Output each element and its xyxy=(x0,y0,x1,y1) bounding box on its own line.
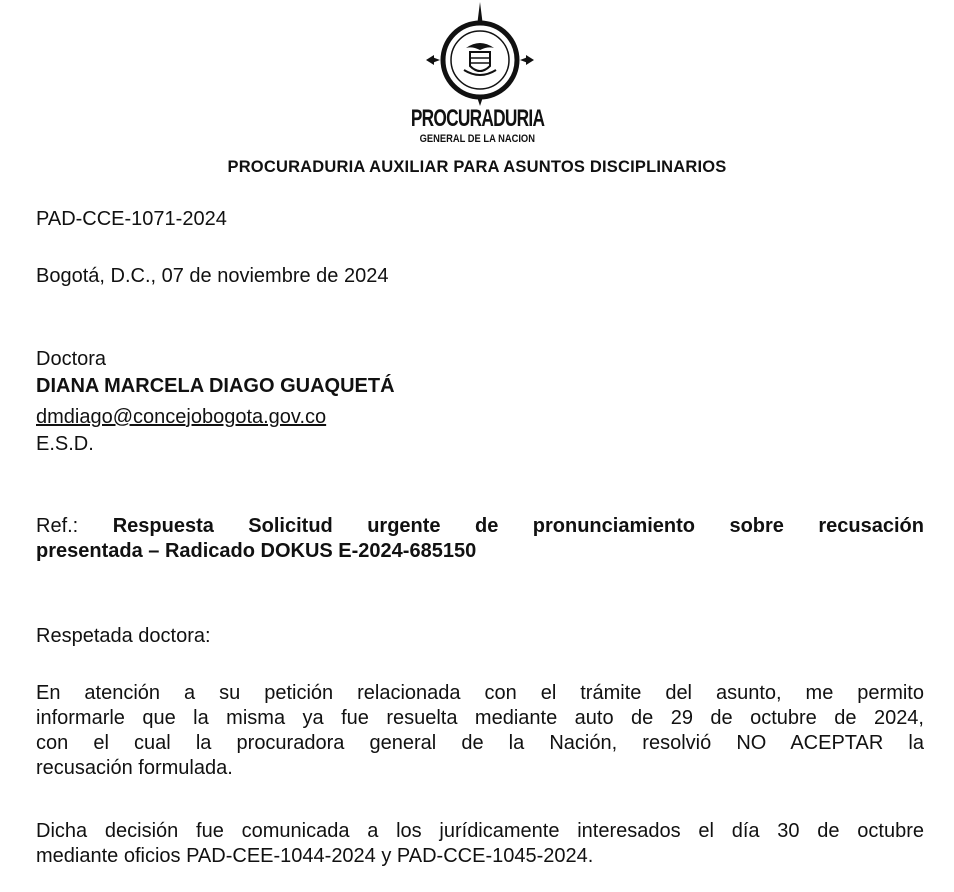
org-subname: GENERAL DE LA NACION xyxy=(419,133,535,145)
paragraph-1-line: En atención a su petición relacionada con el trámite del asunto, me permito xyxy=(36,682,924,704)
reference-subject-1: Respuesta Solicitud urgente de pronunciamiento sobre recusación xyxy=(112,515,924,537)
recipient-title: Doctora xyxy=(36,348,107,370)
recipient-name: DIANA MARCELA DIAGO GUAQUETÁ xyxy=(36,375,395,397)
paragraph-1 xyxy=(36,681,924,781)
letterhead xyxy=(0,0,954,176)
reference-subject-2: presentada – Radicado DOKUS E-2024-685150 xyxy=(36,540,477,562)
department-title: PROCURADURIA AUXILIAR PARA ASUNTOS DISCIPLINARIOS xyxy=(227,158,727,176)
paragraph-1-line: con el cual la procuradora general de la Nación, resolvió NO ACEPTAR la xyxy=(36,732,924,754)
org-name: PROCURADURIA xyxy=(410,105,545,132)
paragraph-2 xyxy=(36,819,924,869)
recipient-esd: E.S.D. xyxy=(36,433,94,455)
salutation: Respetada doctora: xyxy=(36,625,211,647)
paragraph-1-line: informarle que la misma ya fue resuelta mediante auto de 29 de octubre de 2024, xyxy=(36,707,924,729)
paragraph-2-line: Dicha decisión fue comunicada a los jurídicamente interesados el día 30 de octubre xyxy=(36,820,924,842)
national-emblem-icon xyxy=(420,0,540,108)
paragraph-2-line: mediante oficios PAD-CEE-1044-2024 y PAD-CCE-1045-2024. xyxy=(36,845,594,867)
paragraph-1-line: recusación formulada. xyxy=(36,757,233,779)
place-date: Bogotá, D.C., 07 de noviembre de 2024 xyxy=(36,265,389,287)
reference-label: Ref.: xyxy=(36,515,79,537)
reference-code: PAD-CCE-1071-2024 xyxy=(36,208,227,230)
reference-line-1 xyxy=(36,514,924,539)
recipient-email[interactable]: dmdiago@concejobogota.gov.co xyxy=(36,406,327,428)
reference-block xyxy=(36,514,924,564)
